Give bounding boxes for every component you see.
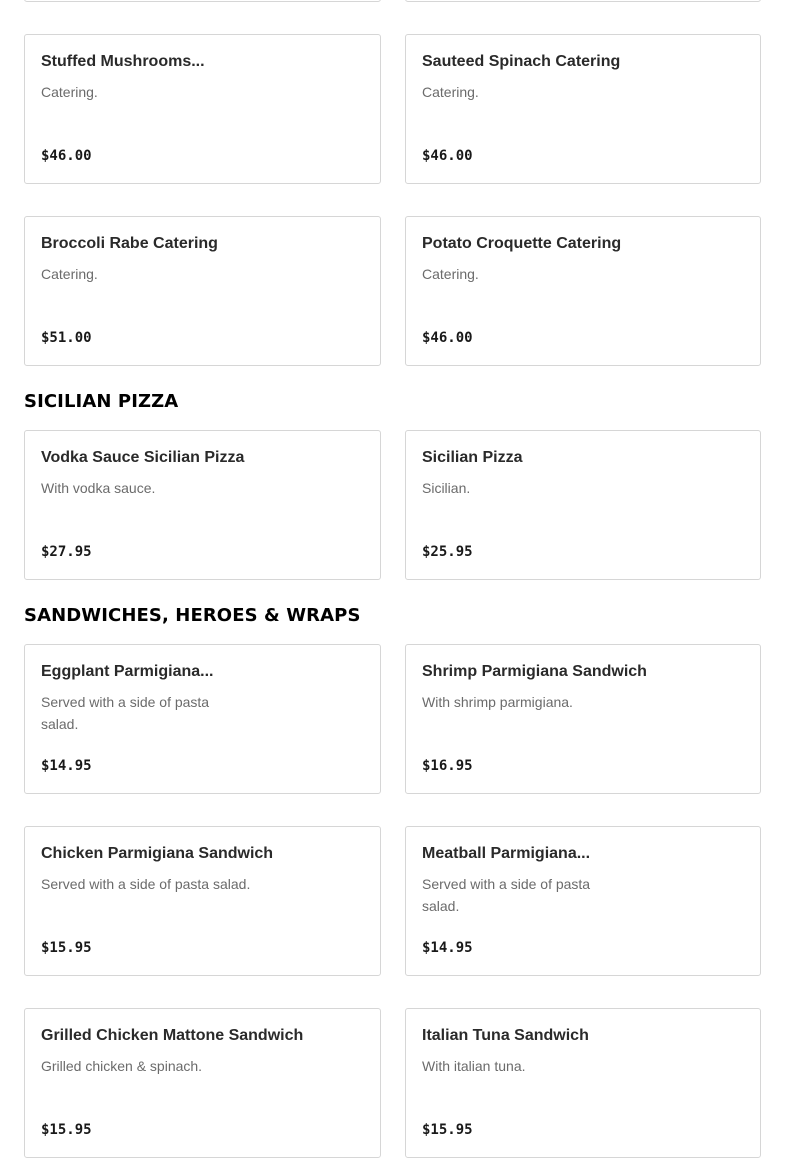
item-price: $14.95 bbox=[41, 758, 92, 774]
menu-item-eggplant-parmigiana[interactable] bbox=[24, 644, 381, 794]
item-name: Sauteed Spinach Catering bbox=[422, 53, 621, 70]
menu-item-italian-tuna-sandwich[interactable] bbox=[405, 1008, 761, 1158]
item-price: $14.95 bbox=[422, 940, 473, 956]
menu-item-potato-croquette[interactable] bbox=[405, 216, 761, 366]
menu-item-broccoli-rabe[interactable] bbox=[24, 216, 381, 366]
item-description: With italian tuna. bbox=[422, 1058, 526, 1074]
item-name: Meatball Parmigiana... bbox=[422, 845, 591, 862]
item-price: $15.95 bbox=[41, 940, 92, 956]
item-description: Served with a side of pasta salad. bbox=[422, 876, 591, 914]
menu-item-chicken-parmigiana-sandwich[interactable] bbox=[24, 826, 381, 976]
menu-item-grilled-chicken-mattone-sandwich[interactable] bbox=[24, 1008, 381, 1158]
item-name: Italian Tuna Sandwich bbox=[422, 1027, 589, 1044]
item-price: $15.95 bbox=[422, 1122, 473, 1138]
item-description: Catering. bbox=[41, 266, 98, 282]
item-description: Grilled chicken & spinach. bbox=[41, 1058, 203, 1074]
item-name: Eggplant Parmigiana... bbox=[41, 663, 214, 680]
item-price: $46.00 bbox=[422, 148, 473, 164]
section-title-sicilian-pizza: SICILIAN PIZZA bbox=[24, 391, 179, 412]
menu-item-card[interactable] bbox=[405, 0, 761, 2]
item-description: Sicilian. bbox=[422, 480, 471, 496]
menu-item-sauteed-spinach[interactable] bbox=[405, 34, 761, 184]
item-price: $16.95 bbox=[422, 758, 473, 774]
item-name: Shrimp Parmigiana Sandwich bbox=[422, 663, 647, 680]
item-description: Catering. bbox=[41, 84, 98, 100]
item-price: $27.95 bbox=[41, 544, 92, 560]
item-name: Sicilian Pizza bbox=[422, 449, 523, 466]
item-price: $25.95 bbox=[422, 544, 473, 560]
menu-item-vodka-sauce-sicilian-pizza[interactable] bbox=[24, 430, 381, 580]
section-title-sandwiches: SANDWICHES, HEROES & WRAPS bbox=[24, 605, 361, 626]
item-description: Served with a side of pasta salad. bbox=[41, 694, 210, 732]
menu-item-card[interactable] bbox=[24, 0, 381, 2]
item-description: Catering. bbox=[422, 266, 479, 282]
item-price: $46.00 bbox=[422, 330, 473, 346]
menu-item-shrimp-parmigiana-sandwich[interactable] bbox=[405, 644, 761, 794]
menu-item-meatball-parmigiana[interactable] bbox=[405, 826, 761, 976]
item-name: Broccoli Rabe Catering bbox=[41, 235, 218, 252]
item-price: $46.00 bbox=[41, 148, 92, 164]
menu-item-sicilian-pizza[interactable] bbox=[405, 430, 761, 580]
item-name: Stuffed Mushrooms... bbox=[41, 53, 205, 70]
item-name: Chicken Parmigiana Sandwich bbox=[41, 845, 274, 862]
item-description: With shrimp parmigiana. bbox=[422, 694, 573, 710]
item-description: Served with a side of pasta salad. bbox=[41, 876, 251, 892]
item-description: Catering. bbox=[422, 84, 479, 100]
item-price: $15.95 bbox=[41, 1122, 92, 1138]
item-name: Grilled Chicken Mattone Sandwich bbox=[41, 1027, 304, 1044]
menu-item-stuffed-mushrooms[interactable] bbox=[24, 34, 381, 184]
item-description: With vodka sauce. bbox=[41, 480, 156, 496]
item-name: Potato Croquette Catering bbox=[422, 235, 622, 252]
item-price: $51.00 bbox=[41, 330, 92, 346]
item-name: Vodka Sauce Sicilian Pizza bbox=[41, 449, 245, 466]
